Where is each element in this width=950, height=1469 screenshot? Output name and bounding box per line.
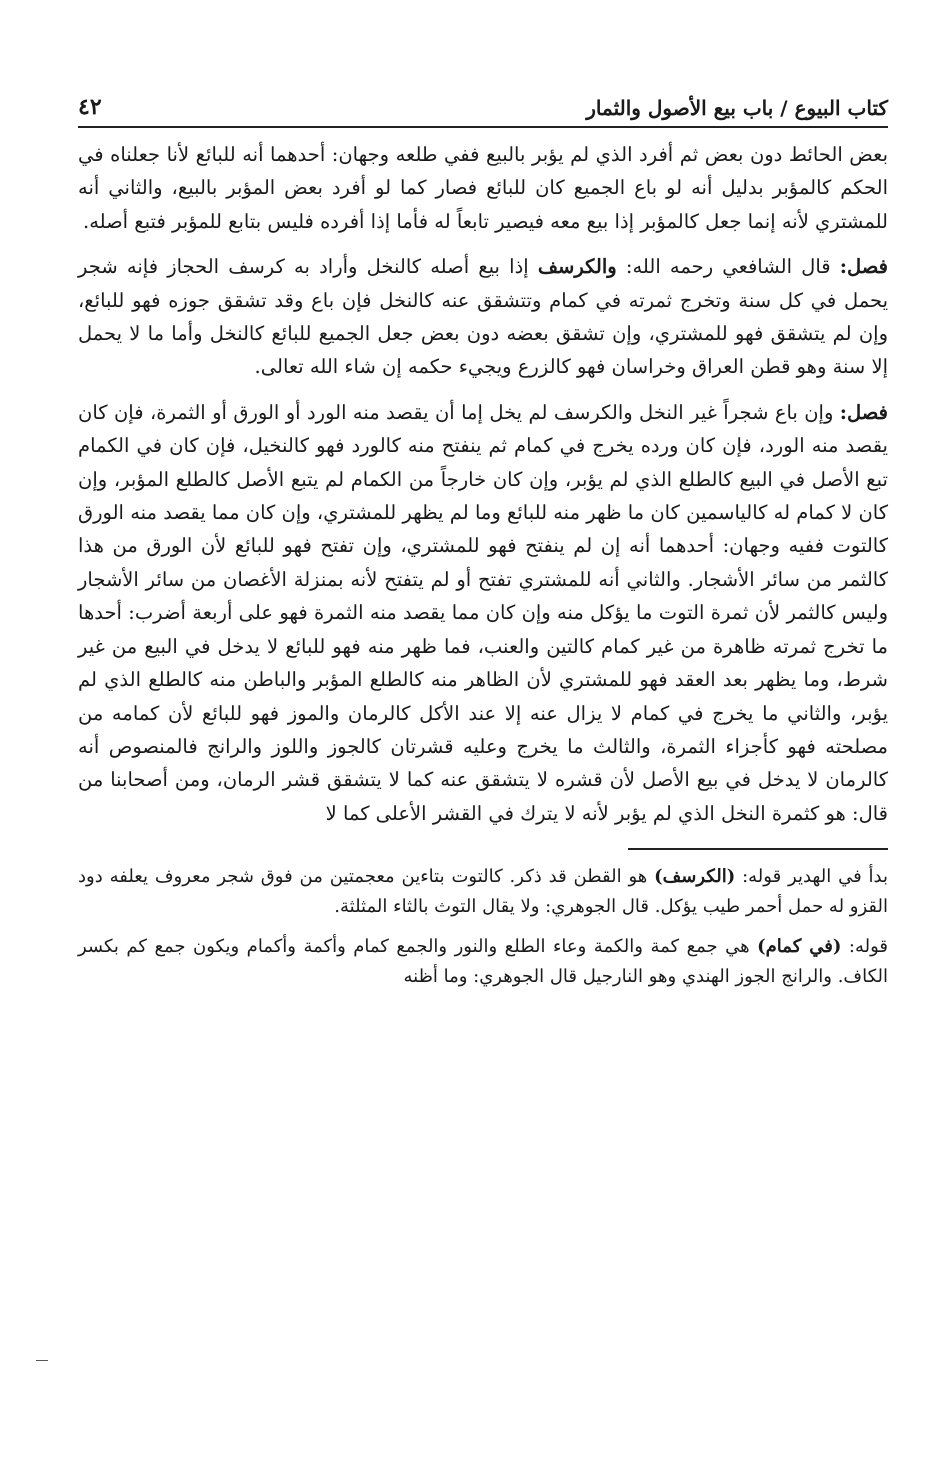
section-heading: فصل: bbox=[839, 400, 888, 424]
paragraph-1: بعض الحائط دون بعض ثم أفرد الذي لم يؤبر بالبيع ففي طلعه وجهان: أحدهما أنه للبائع لأنا جعلناه في الحكم كالمؤبر بدليل أنه لو باع الجميع كان للبائع فصار كما لو أفرد بعض المؤبر بالبيع، والثاني أنه للمشتري لأنه إنما جعل كالمؤبر إذا بيع معه فيصير تابعاً له فأما إذا أفرده فليس بتابع للمؤبر فتبع أصله. bbox=[78, 143, 888, 233]
footnotes bbox=[78, 862, 888, 992]
paragraph-text: إذا بيع أصله كالنخل وأراد به كرسف الحجاز فإنه شجر يحمل في كل سنة وتخرج ثمرته في كمام وتتشقق عنه كالنخل فإن باع وقد تشقق جوزه فهو للبائع، وإن لم يتشقق فهو للمشتري، وإن تشقق بعضه دون بعض جعل الجميع للبائع كالنخل وأما ما لا يحمل إلا سنة وهو قطن العراق وخراسان فهو كالزرع ويجيء حكمه إن شاء الله تعالى. bbox=[78, 255, 888, 379]
footnote-divider bbox=[628, 848, 888, 850]
footnote-text: بدأ في الهدير قوله: bbox=[735, 866, 888, 888]
footnote-1 bbox=[78, 862, 888, 922]
main-text bbox=[78, 138, 888, 830]
page-header bbox=[78, 86, 888, 128]
footnote-keyword: (في كمام) bbox=[757, 936, 842, 958]
footnote-2 bbox=[78, 932, 888, 992]
page-number: ٤٢ bbox=[78, 94, 102, 120]
margin-mark bbox=[36, 1360, 48, 1361]
running-title: كتاب البيوع / باب بيع الأصول والثمار bbox=[586, 96, 888, 120]
footnote-text: هي جمع كمة والكمة وعاء الطلع والنور والجمع كمام وأكمة وأكمام ويكون جمع كم بكسر الكاف. والرانج الجوز الهندي وهو النارجيل قال الجوهري: وما أظنه bbox=[78, 936, 888, 988]
paragraph-2 bbox=[78, 250, 888, 384]
footnote-keyword: (الكرسف) bbox=[654, 866, 736, 888]
keyword: والكرسف bbox=[537, 255, 617, 279]
section-heading: فصل: bbox=[839, 255, 888, 279]
paragraph-3 bbox=[78, 396, 888, 830]
footnote-text: هو القطن قد ذكر. كالتوت بتاءين معجمتين من فوق شجر معروف يعلفه دود القزو له حمل أحمر طيب يؤكل. قال الجوهري: ولا يقال التوث بالثاء المثلثة. bbox=[78, 866, 888, 918]
footnote-text: قوله: bbox=[841, 936, 889, 958]
paragraph-text: وإن باع شجراً غير النخل والكرسف لم يخل إما أن يقصد منه الورد أو الورق أو الثمرة، فإن كان يقصد منه الورد، فإن كان ورده يخرج في كمام ثم ينفتح منه كالورد فهو كالنخيل، فإن كان في الكمام تبع الأصل في البيع كالطلع الذي لم يؤبر، وإن كان خارجاً من الكمام لم يتبع الأصل كالطلع المؤبر، وإن كان لا كمام له كالياسمين كان ما ظهر منه للبائع وما لم يظهر للمشتري، وإن كان مما يقصد منه الورق كالتوت ففيه وجهان: أحدهما أنه إن لم ينفتح فهو للمشتري، وإن تفتح فهو للبائع لأن الورق من هذا كالثمر من سائر الأشجار. والثاني أنه للمشتري تفتح أو لم يتفتح لأنه بمنزلة الأغصان من سائر الأشجار وليس كالثمر لأن ثمرة التوت ما يؤكل منه وإن كان مما يقصد منه الثمرة فهو على أربعة أضرب: أحدها ما تخرج ثمرته ظاهرة من غير كمام كالتين والعنب، فما ظهر منه فهو للبائع لا يدخل في البيع من غير شرط، وما يظهر بعد العقد فهو للمشتري لأن الظاهر منه كالطلع المؤبر والباطن منه كالطلع الذي لم يؤبر، والثاني ما يخرج في كمام لا يزال عنه إلا عند الأكل كالرمان والموز فهو للبائع لأن كمامه من مصلحته فهو كأجزاء الثمرة، والثالث ما يخرج وعليه قشرتان كالجوز واللوز والرانج فالمنصوص أنه كالرمان لا يدخل في بيع الأصل لأن قشره لا يتشقق عنه كما لا يتشقق قشر الرمان، ومن أصحابنا من قال: هو كثمرة النخل الذي لم يؤبر لأنه لا يترك في القشر الأعلى كما لا bbox=[78, 400, 888, 825]
book-page bbox=[78, 86, 888, 992]
paragraph-text: قال الشافعي رحمه الله: bbox=[616, 255, 840, 279]
